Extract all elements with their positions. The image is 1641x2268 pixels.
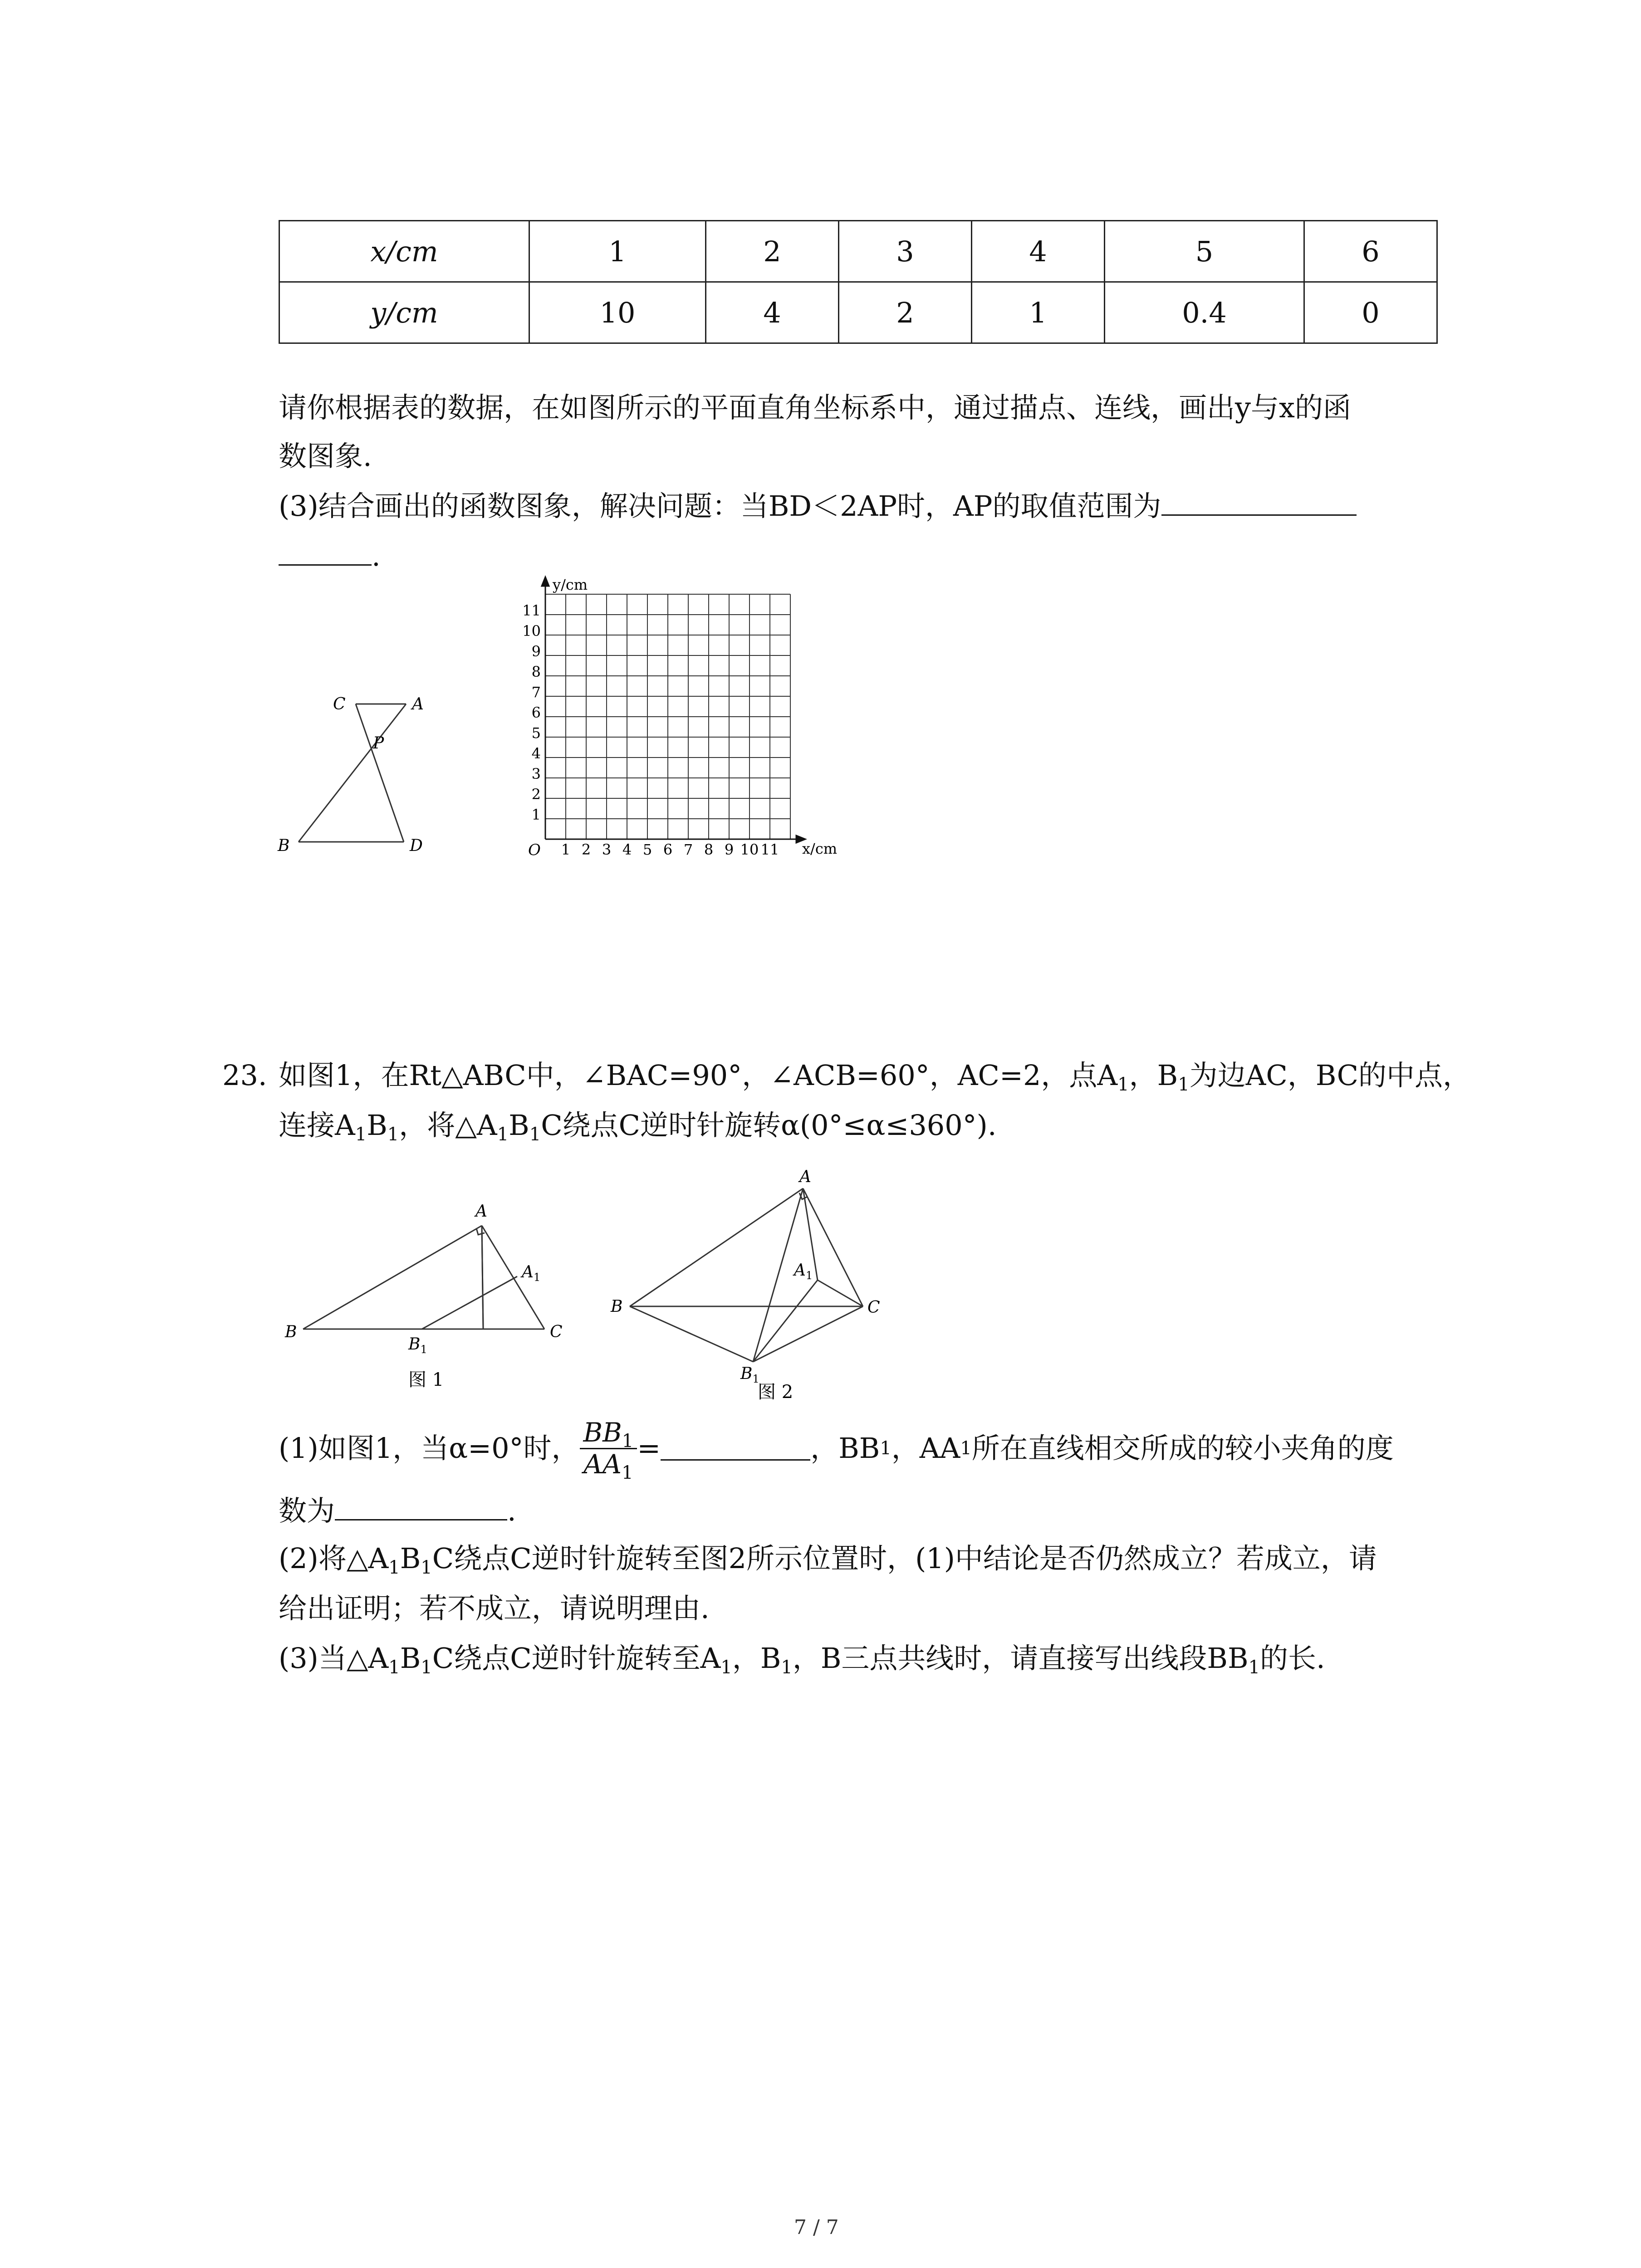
y-tick-label: 3	[531, 765, 541, 782]
x-tick-label: 9	[724, 841, 734, 858]
text: 连接A	[279, 1109, 355, 1142]
q23-part3	[279, 1642, 1325, 1678]
q23-part1: (1)如图1，当α=0°时， $\frac{BB_1}{AA_1}$ = ，BB 1 ，AA 1 所在直线相交所成的较小夹角的度	[279, 1417, 1394, 1483]
q23-line2	[279, 1109, 997, 1145]
equals: =	[637, 1432, 661, 1465]
q23-number: 23.	[222, 1059, 267, 1092]
origin-label: O	[528, 841, 541, 859]
text: 所在直线相交所成的较小夹角的度	[971, 1432, 1394, 1465]
subscript: 1	[622, 1462, 633, 1483]
fig2-label-a: A	[799, 1168, 811, 1186]
point-d-label: D	[410, 836, 423, 853]
fig1-caption: 图 1	[408, 1369, 444, 1390]
x-tick-label: 7	[683, 841, 693, 858]
text: ，将△A	[399, 1109, 497, 1142]
q23-figure-1	[272, 1193, 572, 1397]
table-cell: 1	[529, 221, 706, 282]
data-table	[279, 220, 1438, 344]
text: ，B	[1129, 1059, 1178, 1092]
x-tick-label: 4	[622, 841, 632, 858]
fig2-caption: 图 2	[758, 1382, 794, 1403]
q22-triangle-figure	[268, 680, 458, 853]
subscript: 1	[388, 1657, 400, 1678]
table-cell: 5	[1105, 221, 1304, 282]
answer-blank[interactable]	[1161, 514, 1357, 516]
text: A	[794, 1261, 806, 1280]
text: ，B	[732, 1642, 781, 1675]
subscript: 1	[421, 1657, 432, 1678]
coordinate-grid	[508, 572, 853, 871]
subscript: 1	[806, 1269, 813, 1282]
y-tick-label: 2	[531, 786, 541, 803]
y-tick-label: 11	[522, 602, 541, 619]
subscript: 1	[420, 1343, 427, 1356]
y-tick-label: 4	[531, 745, 541, 762]
answer-blank[interactable]	[335, 1519, 507, 1520]
text: C绕点C逆时针旋转至图2所示位置时，(1)中结论是否仍然成立？若成立，请	[432, 1542, 1377, 1575]
text: (2)将△A	[279, 1542, 389, 1575]
point-a-label: A	[412, 695, 424, 714]
page-number: 7 / 7	[794, 2216, 839, 2239]
y-tick-label: 10	[522, 622, 541, 640]
subscript: 1	[388, 1557, 400, 1578]
point-c-label: C	[333, 695, 346, 714]
table-cell: 3	[839, 221, 972, 282]
segment-ac-overlay	[482, 1226, 483, 1329]
segment-bb1	[630, 1306, 753, 1362]
x-axis-label: x/cm	[802, 840, 838, 857]
segment-ba	[303, 1226, 482, 1329]
y-axis-label: y/cm	[553, 576, 588, 593]
subscript: 1	[1248, 1657, 1260, 1678]
fraction-denominator	[580, 1448, 637, 1483]
text: B	[509, 1109, 529, 1142]
text: ，BB	[810, 1432, 880, 1465]
x-tick-label: 10	[740, 841, 759, 858]
text: A	[522, 1263, 534, 1281]
table-row	[279, 282, 1437, 343]
subscript: 1	[1117, 1074, 1129, 1095]
fig1-label-a1	[520, 1263, 540, 1284]
fig2-label-a1	[793, 1261, 813, 1282]
table-cell: 1	[972, 282, 1105, 343]
x-tick-label: 3	[602, 841, 612, 858]
q22-line1: 请你根据表的数据，在如图所示的平面直角坐标系中，通过描点、连线，画出y与x的函	[279, 391, 1351, 424]
y-tick-label: 9	[531, 643, 541, 660]
text: 如图1，在Rt△ABC中，∠BAC=90°，∠ACB=60°，AC=2，点A	[279, 1059, 1118, 1092]
text: B	[400, 1542, 421, 1575]
table-row	[279, 221, 1437, 282]
text: B	[740, 1364, 753, 1383]
answer-blank[interactable]	[661, 1459, 810, 1461]
subscript: 1	[622, 1430, 634, 1452]
segment-cd	[356, 704, 404, 842]
x-tick-label: 2	[581, 841, 591, 858]
text: B	[400, 1642, 421, 1675]
y-axis-arrow-icon	[542, 577, 549, 586]
period: .	[507, 1494, 516, 1527]
table-cell: 0	[1304, 282, 1437, 343]
fig1-label-a: A	[475, 1202, 487, 1221]
subscript: 1	[355, 1124, 367, 1145]
segment-b1a1	[422, 1276, 517, 1329]
text: B	[408, 1335, 421, 1354]
segment-b1a1	[753, 1280, 818, 1362]
subscript: 1	[534, 1271, 541, 1284]
fig2-label-b1	[740, 1364, 759, 1385]
subscript: 1	[529, 1124, 541, 1145]
text: AA	[583, 1448, 622, 1480]
answer-blank[interactable]	[279, 564, 372, 566]
table-cell: 10	[529, 282, 706, 343]
y-tick-label: 8	[531, 663, 541, 680]
subscript: 1	[752, 1373, 759, 1385]
table-cell: 2	[839, 282, 972, 343]
text: B	[367, 1109, 387, 1142]
text: 为边AC，BC的中点，	[1189, 1059, 1471, 1092]
text: C绕点C逆时针旋转α(0°≤α≤360°).	[541, 1109, 997, 1142]
segment-ab	[299, 704, 406, 842]
text: 的长.	[1260, 1642, 1325, 1675]
table-cell: 2	[706, 221, 839, 282]
point-b-label: B	[278, 836, 290, 853]
grid-lines	[545, 594, 790, 839]
table-cell: 0.4	[1105, 282, 1304, 343]
q23-figure-2	[603, 1161, 912, 1406]
text: 数为	[279, 1494, 335, 1527]
segment-b1c	[753, 1306, 863, 1362]
point-p-label: P	[373, 734, 384, 753]
fig1-label-c: C	[550, 1323, 563, 1341]
q22-part3-text: (3)结合画出的函数图象，解决问题：当BD＜2AP时，AP的取值范围为	[279, 489, 1161, 523]
fig2-label-c: C	[867, 1298, 880, 1317]
subscript: 1	[497, 1124, 509, 1145]
text: ，AA	[891, 1432, 960, 1465]
q23-line1	[279, 1059, 1471, 1095]
text: (1)如图1，当α=0°时，	[279, 1432, 580, 1465]
q22-line2: 数图象.	[279, 440, 372, 473]
y-tick-label: 7	[531, 684, 541, 701]
subscript: 1	[421, 1557, 432, 1578]
text: (3)当△A	[279, 1642, 389, 1675]
x-tick-label: 6	[663, 841, 673, 858]
fig1-label-b: B	[285, 1323, 297, 1341]
fig2-label-b: B	[611, 1297, 623, 1316]
table-cell: 4	[706, 282, 839, 343]
q23-part2-line1	[279, 1542, 1377, 1578]
text: C绕点C逆时针旋转至A	[432, 1642, 721, 1675]
y-tick-label: 6	[531, 704, 541, 721]
x-tick-label: 5	[642, 841, 652, 858]
text: BB	[583, 1417, 622, 1448]
fig1-label-b1	[408, 1335, 427, 1356]
y-tick-label: 5	[531, 724, 541, 742]
q22-part3-cont	[279, 539, 381, 572]
q23-part2-line2: 给出证明；若不成立，请说明理由.	[279, 1592, 710, 1625]
table-header-x: x/cm	[279, 221, 529, 282]
table-cell: 4	[972, 221, 1105, 282]
table-cell: 6	[1304, 221, 1437, 282]
subscript: 1	[1178, 1074, 1190, 1095]
text: ，B三点共线时，请直接写出线段BB	[792, 1642, 1249, 1675]
x-tick-label: 11	[760, 841, 779, 858]
fraction-numerator	[580, 1417, 637, 1452]
period: .	[372, 539, 381, 572]
y-tick-label: 1	[531, 806, 541, 823]
subscript: 1	[720, 1657, 732, 1678]
subscript: 1	[781, 1657, 793, 1678]
segment-ba	[630, 1188, 803, 1306]
fraction-bb1-over-aa1	[580, 1417, 637, 1483]
table-header-y: y/cm	[279, 282, 529, 343]
q22-part3	[279, 489, 1357, 523]
x-tick-label: 8	[704, 841, 714, 858]
subscript: 1	[387, 1124, 399, 1145]
q23-part1-line2	[279, 1494, 516, 1527]
x-tick-label: 1	[561, 841, 571, 858]
